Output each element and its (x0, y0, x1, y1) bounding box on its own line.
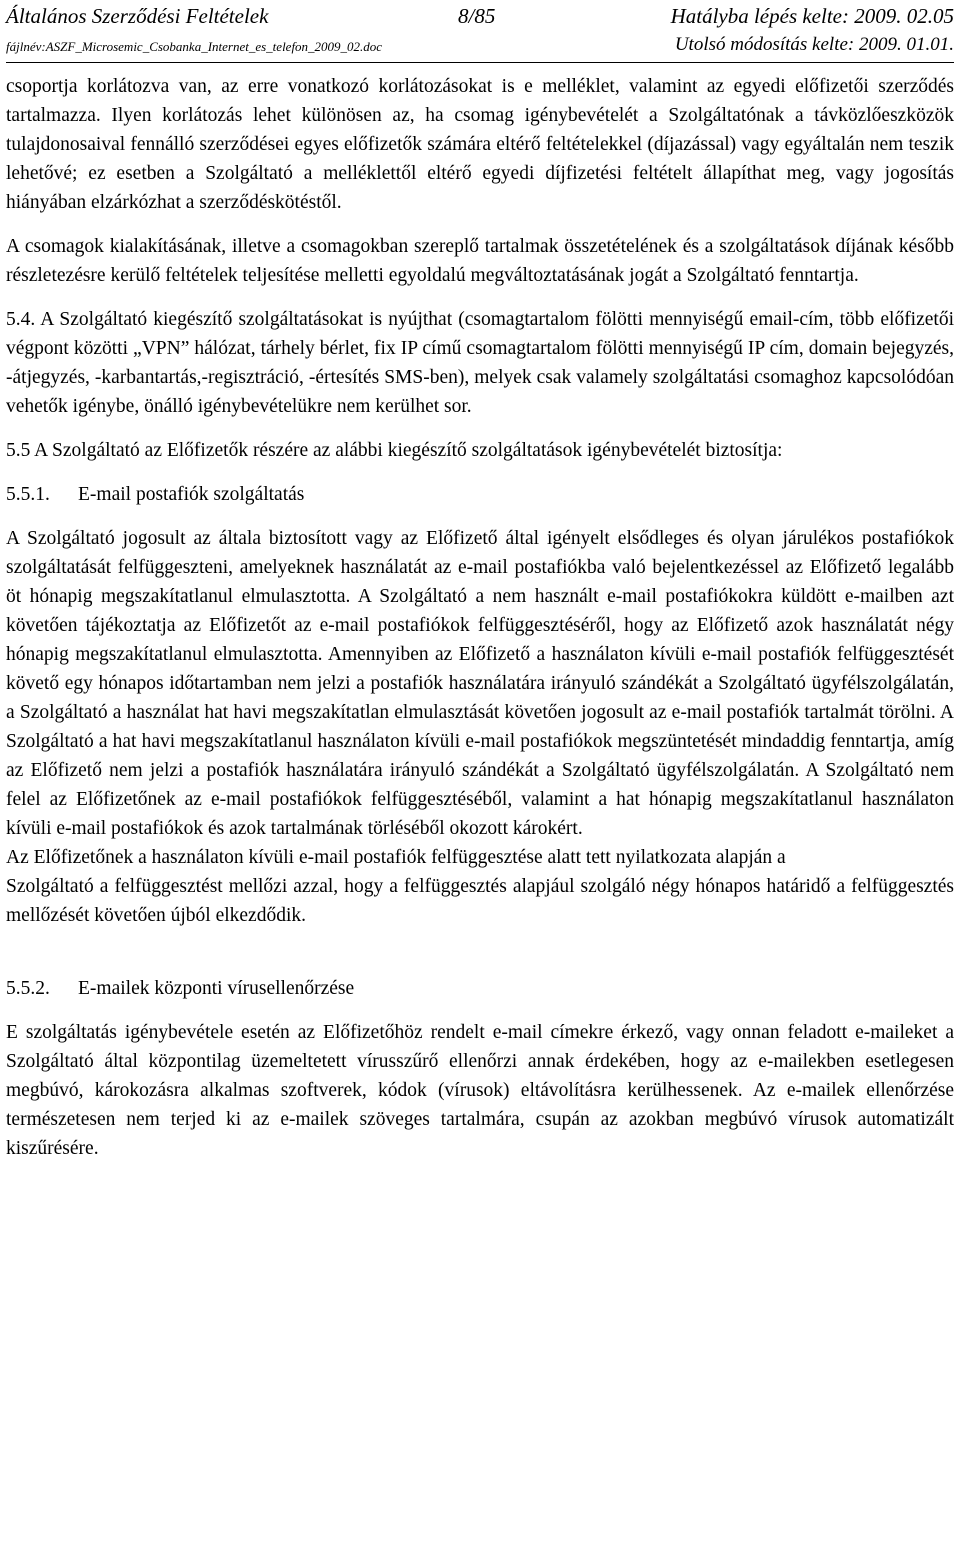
paragraph: A csomagok kialakításának, illetve a csomagokban szereplő tartalmak összetételének és a szolgáltatások díjának később részletezésre kerülő feltételek teljesítése melletti egyoldalú megváltoztatásának jogát a Szolgáltató fenntartja. (6, 236, 954, 286)
file-name: fájlnév:ASZF_Microsemic_Csobanka_Internet_es_telefon_2009_02.doc (6, 39, 383, 54)
paragraph: Az Előfizetőnek a használaton kívüli e-mail postafiók felfüggesztése alatt tett nyilatkozata alapján a (6, 847, 786, 868)
section-heading (6, 974, 954, 1003)
page-number: 8/85 (458, 4, 496, 28)
paragraph: 5.4. A Szolgáltató kiegészítő szolgáltatásokat is nyújthat (csomagtartalom fölötti mennyiségű email-cím, több előfizetői végpont közötti „VPN” hálózat, tárhely bérlet, fix IP című csomagtartalom fölötti mennyiségű IP cím, domain bejegyzés, -átjegyzés, -karbantartás,-regisztráció, -értesítés SMS-ben), melyek csak valamely szolgáltatási csomaghoz kapcsolódóan vehetők igénybe, önálló igénybevételükre nem kerülhet sor. (6, 309, 954, 417)
header-rule (6, 62, 954, 63)
effective-date: Hatályba lépés kelte: 2009. 02.05 (670, 4, 954, 28)
page-header-top (6, 4, 954, 34)
modified-date: Utolsó módosítás kelte: 2009. 01.01. (674, 34, 954, 55)
page-header-bottom (6, 34, 954, 60)
section-title: E-mail postafiók szolgáltatás (78, 484, 305, 505)
section-number: 5.5.2. (6, 978, 50, 999)
paragraph: A Szolgáltató jogosult az általa biztosított vagy az Előfizető által igényelt elsődleges és olyan járulékos postafiókok szolgáltatását felfüggeszteni, amelyeknek használatát az e-mail postafiókba való bejelentkezéssel az Előfizető legalább öt hónapig megszakítatlanul elmulasztotta. A Szolgáltató a nem használt e-mail postafiókokra küldött e-mailben azt követően tájékoztatja az Előfizetőt az e-mail postafiókok felfüggesztéséről, hogy az Előfizető azok használatát négy hónapig megszakítatlanul elmulasztotta. Amennyiben az Előfizető a használaton kívüli e-mail postafiók felfüggesztését követő egy hónapos időtartamban nem jelzi a postafiók használatára irányuló szándékát a Szolgáltató ügyfélszolgálatán, a Szolgáltató a használat hat havi megszakítatlan elmulasztását követően jogosult az e-mail postafiók tartalmát törölni. A Szolgáltató a hat havi megszakítatlanul használaton kívüli e-mail postafiókok megszüntetését mindaddig fenntartja, amíg az Előfizető nem jelzi a postafiók használatára irányuló szándékát a Szolgáltató ügyfélszolgálatán. A Szolgáltató nem felel az Előfizetőnek az e-mail postafiókok felfüggesztéséből, valamint a hat hónapig megszakítatlanul használaton kívüli e-mail postafiókok és azok tartalmának törléséből okozott károkért. (6, 528, 954, 839)
paragraph: E szolgáltatás igénybevétele esetén az Előfizetőhöz rendelt e-mail címekre érkező, vagy onnan feladott e-maileket a Szolgáltató által központilag üzemeltetett vírusszűrő ellenőrzi annak érdekében, hogy az e-mailekben esetlegesen megbúvó, károkozásra alkalmas szoftverek, kódok (vírusok) eltávolításra kerülhessenek. Az e-mailek ellenőrzése természetesen nem terjed ki az e-mailek szöveges tartalmára, csupán az azokban megbúvó vírusok automatizált kiszűrésére. (6, 1022, 954, 1159)
document-body (6, 72, 954, 1178)
document-title: Általános Szerződési Feltételek (6, 4, 269, 28)
section-title: E-mailek központi vírusellenőrzése (78, 978, 355, 999)
section-number: 5.5.1. (6, 484, 50, 505)
paragraph: csoportja korlátozva van, az erre vonatkozó korlátozásokat is e melléklet, valamint az egyedi előfizetői szerződés tartalmazza. Ilyen korlátozás lehet különösen az, ha csomag igénybevételét a Szolgáltatónak a távközlőeszközök tulajdonosaival fennálló szerződései egyes előfizetők számára eltérő feltételekkel (díjazással) vagy egyáltalán nem teszik lehetővé; ez esetben a Szolgáltató a melléklettől eltérő egyedi díjfizetési feltételt állapíthat meg, vagy jogosítás hiányában elzárkózhat a szerződéskötéstől. (6, 76, 954, 213)
paragraph: Szolgáltató a felfüggesztést mellőzi azzal, hogy a felfüggesztés alapjául szolgáló négy hónapos határidő a felfüggesztés mellőzését követően újból elkezdődik. (6, 876, 954, 926)
section-heading (6, 480, 954, 509)
paragraph: 5.5 A Szolgáltató az Előfizetők részére az alábbi kiegészítő szolgáltatások igénybevételét biztosítja: (6, 440, 783, 461)
